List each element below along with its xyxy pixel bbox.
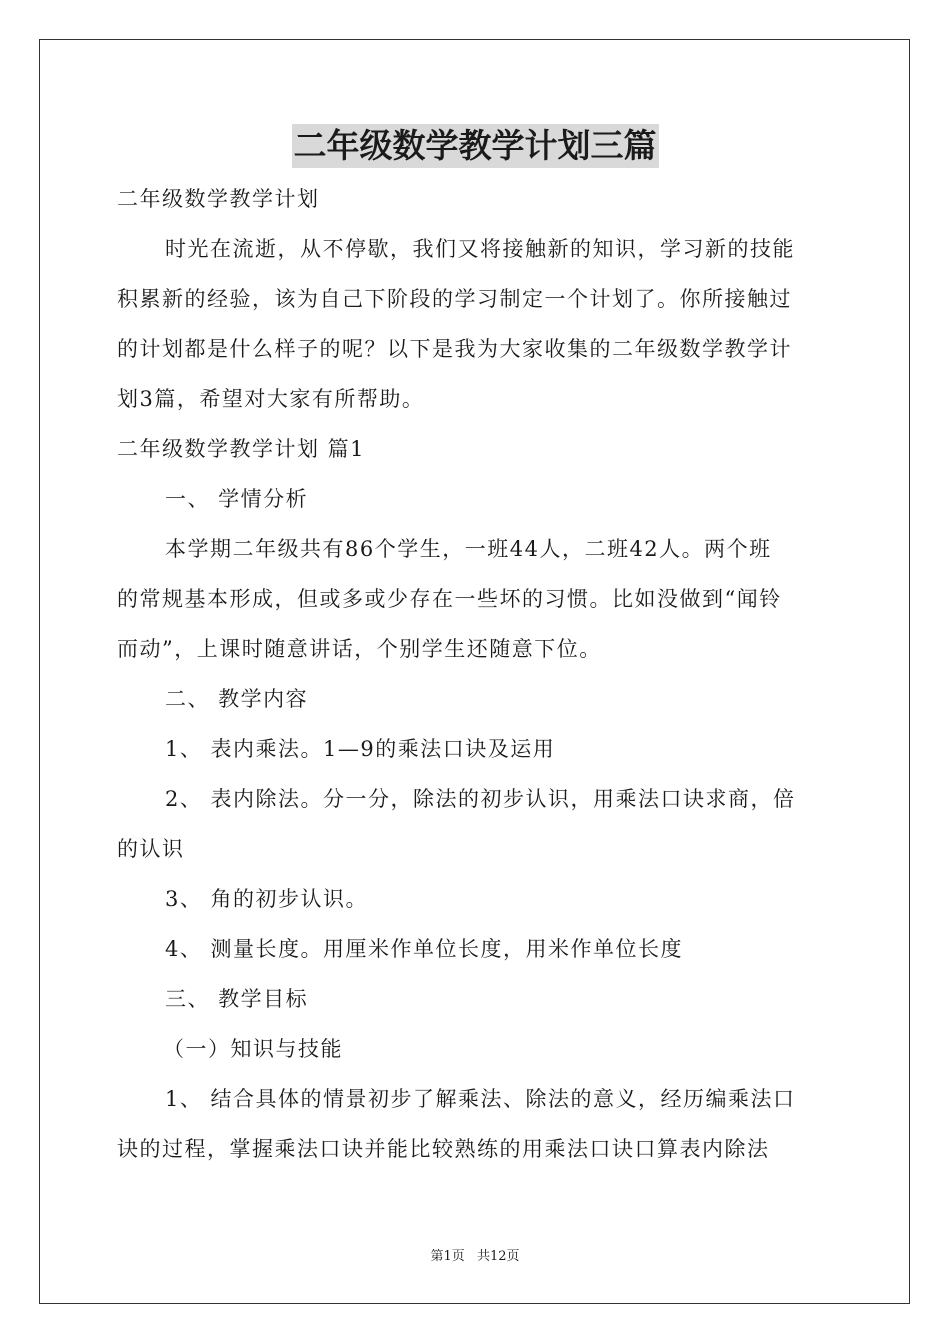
list-item: 2、 表内除法。分一分，除法的初步认识，用乘法口诀求商，倍 xyxy=(165,787,796,811)
page-total: 共12页 xyxy=(476,1249,520,1264)
paragraph-line: 划3篇，希望对大家有所帮助。 xyxy=(117,387,425,411)
subheading-zhishi: （一）知识与技能 xyxy=(163,1037,343,1061)
list-item: 3、 角的初步认识。 xyxy=(165,887,369,911)
page-number: 第1页 xyxy=(430,1249,465,1264)
paragraph-line: 的计划都是什么样子的呢？以下是我为大家收集的二年级数学教学计 xyxy=(117,337,792,361)
list-item-continuation: 诀的过程，掌握乘法口诀并能比较熟练的用乘法口诀口算表内除法 xyxy=(117,1137,770,1161)
paragraph-line: 而动”，上课时随意讲话，个别学生还随意下位。 xyxy=(117,637,602,661)
subtitle-line: 二年级数学教学计划 xyxy=(117,187,320,211)
page-border xyxy=(39,39,910,1304)
page-footer xyxy=(0,1248,950,1266)
document-title: 二年级数学教学计划三篇 xyxy=(292,124,659,168)
heading-neirong: 二、 教学内容 xyxy=(165,687,309,711)
list-item: 4、 测量长度。用厘米作单位长度，用米作单位长度 xyxy=(165,937,684,961)
heading-xueqing: 一、 学情分析 xyxy=(165,487,309,511)
list-item: 1、 结合具体的情景初步了解乘法、除法的意义，经历编乘法口 xyxy=(165,1087,796,1111)
list-item: 1、 表内乘法。1—9的乘法口诀及运用 xyxy=(165,737,556,761)
section-heading: 二年级数学教学计划 篇1 xyxy=(117,437,366,461)
heading-mubiao: 三、 教学目标 xyxy=(165,987,309,1011)
title-container xyxy=(0,124,950,168)
paragraph-line: 本学期二年级共有86个学生，一班44人，二班42人。两个班 xyxy=(165,537,772,561)
paragraph-line: 时光在流逝，从不停歇，我们又将接触新的知识，学习新的技能 xyxy=(165,237,795,261)
paragraph-line: 积累新的经验，该为自己下阶段的学习制定一个计划了。你所接触过 xyxy=(117,287,792,311)
list-item-continuation: 的认识 xyxy=(117,837,185,861)
paragraph-line: 的常规基本形成，但或多或少存在一些坏的习惯。比如没做到“闻铃 xyxy=(117,587,782,611)
